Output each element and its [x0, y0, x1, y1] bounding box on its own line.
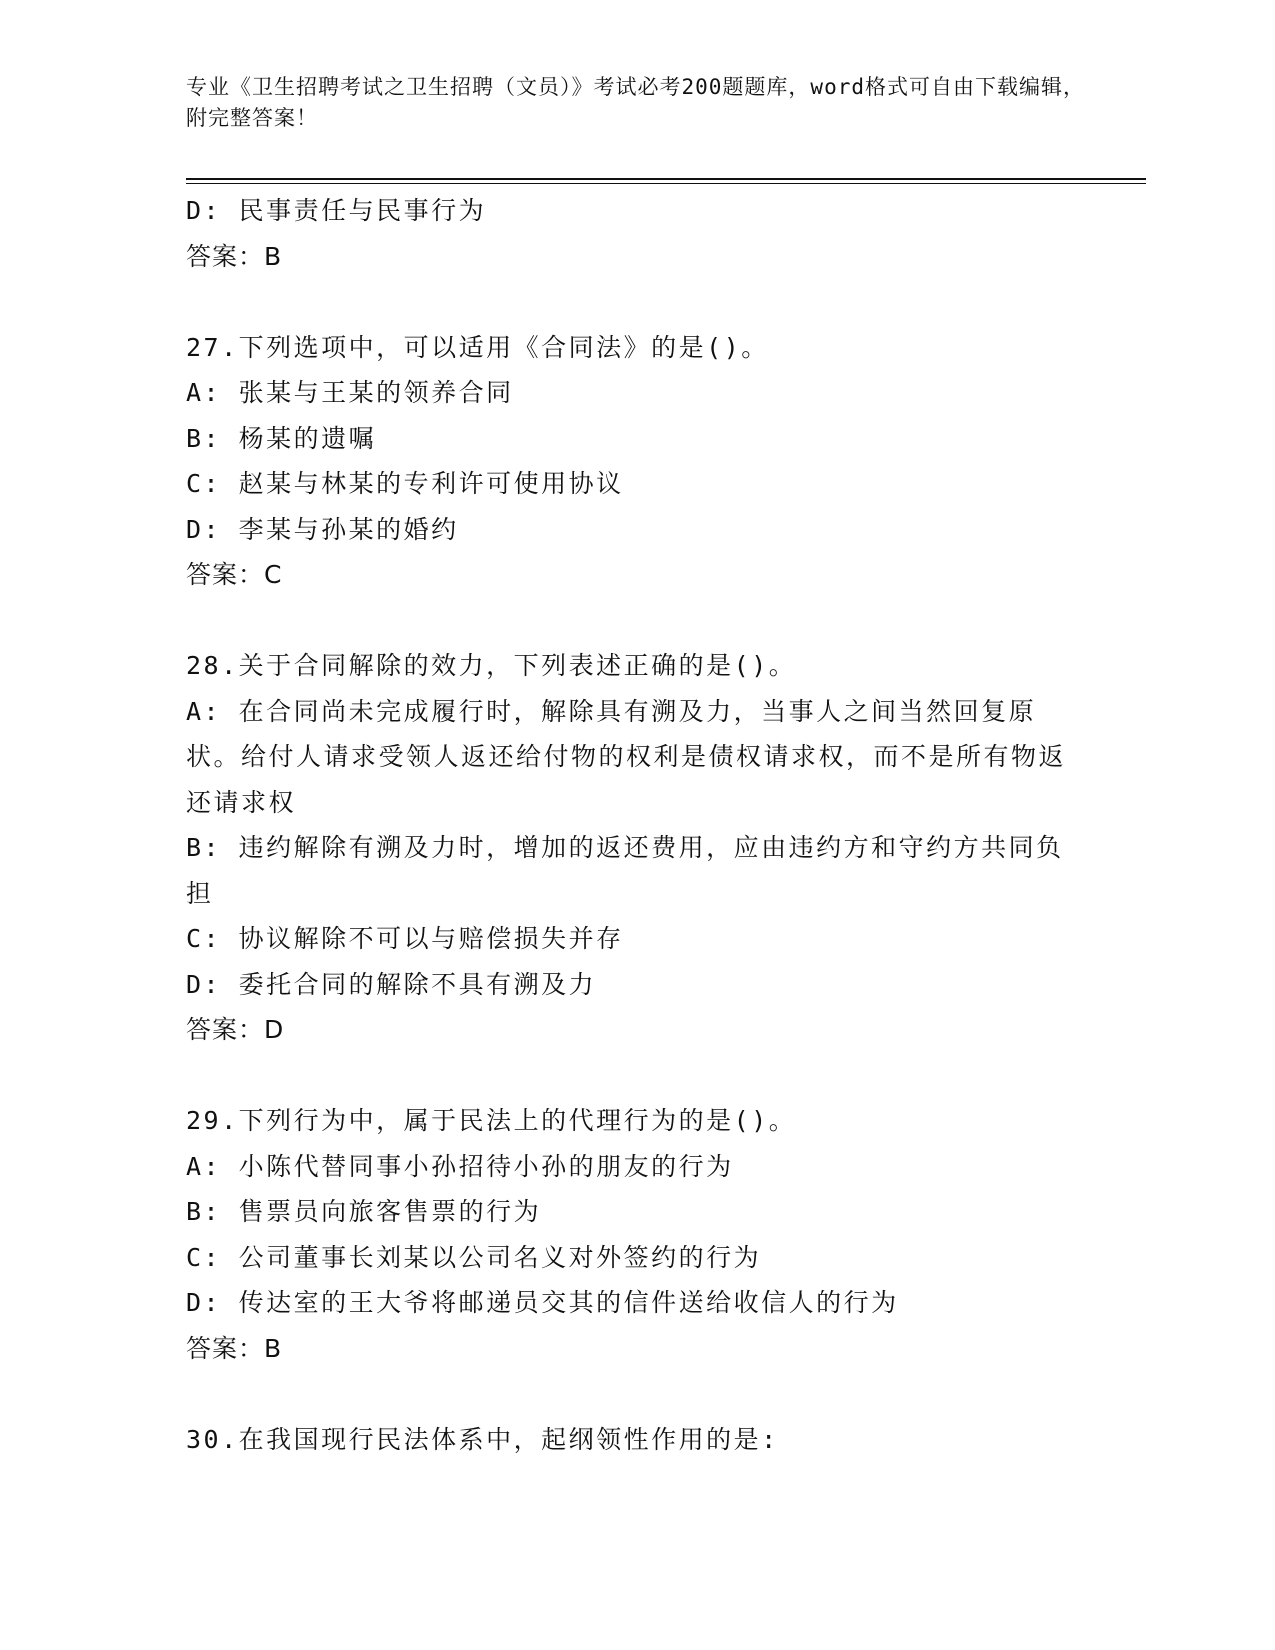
option-d: D: 民事责任与民事行为: [186, 196, 487, 225]
question-26-tail: [186, 188, 1086, 279]
page-header: 专业《卫生招聘考试之卫生招聘（文员）》考试必考200题题库，word格式可自由下载编辑，附完整答案！: [186, 75, 1085, 130]
answer-line: 答案：B: [186, 1333, 283, 1363]
option-a: A: 张某与王某的领养合同: [186, 378, 514, 407]
option-c: C: 赵某与林某的专利许可使用协议: [186, 469, 624, 498]
spacer: [186, 598, 1086, 644]
question-stem: 27.下列选项中，可以适用《合同法》的是()。: [186, 332, 769, 362]
question-28: [186, 643, 1086, 1053]
option-c: C: 公司董事长刘某以公司名义对外签约的行为: [186, 1242, 762, 1272]
question-stem: 29.下列行为中，属于民法上的代理行为的是()。: [186, 1106, 797, 1135]
answer-line: 答案：D: [186, 1015, 285, 1044]
option-c: C: 协议解除不可以与赔偿损失并存: [186, 924, 624, 953]
question-list: [186, 188, 1086, 1462]
question-stem: 30.在我国现行民法体系中，起纲领性作用的是:: [186, 1424, 779, 1454]
answer-line: 答案：B: [186, 241, 283, 271]
option-d: D: 委托合同的解除不具有溯及力: [186, 969, 597, 999]
option-d: D: 李某与孙某的婚约: [186, 514, 459, 544]
spacer: [186, 279, 1086, 325]
option-b: B: 违约解除有溯及力时，增加的返还费用，应由违约方和守约方共同负担: [186, 833, 1064, 908]
answer-line: 答案：C: [186, 560, 283, 589]
option-d: D: 传达室的王大爷将邮递员交其的信件送给收信人的行为: [186, 1288, 899, 1317]
question-stem: 28.关于合同解除的效力，下列表述正确的是()。: [186, 651, 797, 680]
question-29: [186, 1098, 1086, 1371]
header-divider-thick: [186, 178, 1146, 180]
option-b: B: 杨某的遗嘱: [186, 423, 377, 453]
option-a: A: 在合同尚未完成履行时，解除具有溯及力，当事人之间当然回复原状。给付人请求受领人返还给付物的权利是债权请求权，而不是所有物返还请求权: [186, 696, 1067, 817]
spacer: [186, 1053, 1086, 1099]
option-a: A: 小陈代替同事小孙招待小孙的朋友的行为: [186, 1151, 734, 1181]
header-divider-thin: [186, 183, 1146, 184]
spacer: [186, 1371, 1086, 1417]
question-27: [186, 325, 1086, 598]
question-30: [186, 1417, 1086, 1463]
option-b: B: 售票员向旅客售票的行为: [186, 1197, 542, 1226]
